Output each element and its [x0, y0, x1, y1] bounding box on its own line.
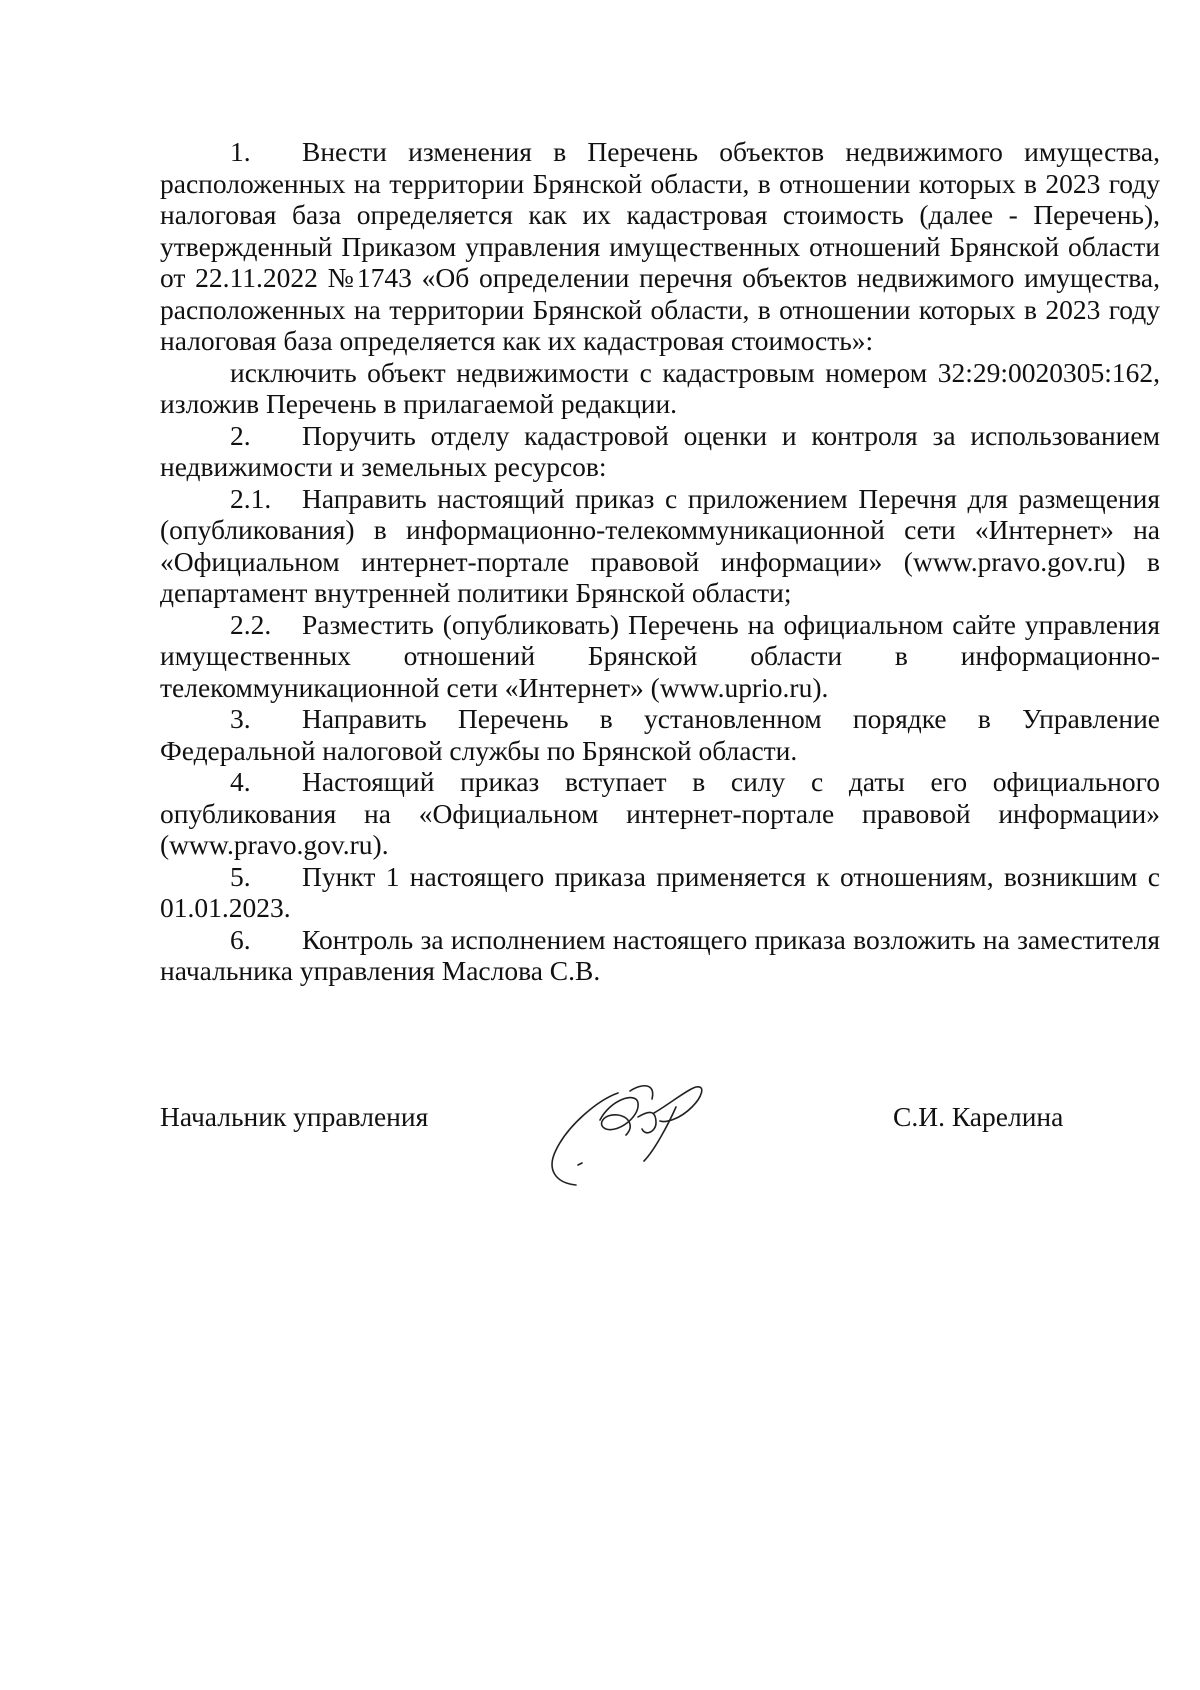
- paragraph-text: Направить Перечень в установленном порядке в Управление Федеральной налоговой службы по Брянской области.: [160, 703, 1160, 766]
- paragraph-1: [160, 136, 1160, 357]
- paragraph-number: 2.: [230, 419, 251, 451]
- paragraph-text: исключить объект недвижимости с кадастровым номером 32:29:0020305:162, изложив Перечень в прилагаемой редакции.: [160, 356, 1160, 419]
- paragraph-text: Поручить отделу кадастровой оценки и контроля за использованием недвижимости и земельных ресурсов:: [160, 419, 1160, 482]
- paragraph-number: 4.: [230, 766, 251, 797]
- paragraph-2: [160, 420, 1160, 483]
- paragraph-2-1: [160, 483, 1160, 609]
- signatory-title: Начальник управления: [160, 1101, 429, 1132]
- document-body: [160, 136, 1160, 987]
- paragraph-6: [160, 924, 1160, 987]
- paragraph-number: 3.: [230, 703, 251, 734]
- paragraph-text: Контроль за исполнением настоящего приказа возложить на заместителя начальника управления Маслова С.В.: [160, 923, 1160, 986]
- paragraph-text: Внести изменения в Перечень объектов недвижимого имущества, расположенных на территории Брянской области, в отношении которых в 2023 году налоговая база определяется как их кадастровая стоимость (далее - Перечень), утвержденный Приказом управления имущественных отношений Брянской области от 22.11.2022 №1743 «Об определении перечня объектов недвижимого имущества, расположенных на территории Брянской области, в отношении которых в 2023 году налоговая база определяется как их кадастровая стоимость»:: [160, 136, 1160, 356]
- paragraph-5: [160, 861, 1160, 924]
- paragraph-1-item: [160, 357, 1160, 420]
- handwritten-signature-icon: [538, 1065, 738, 1195]
- paragraph-3: [160, 703, 1160, 766]
- paragraph-text: Пункт 1 настоящего приказа применяется к отношениям, возникшим с 01.01.2023.: [160, 860, 1160, 923]
- paragraph-number: 2.2.: [230, 608, 272, 640]
- paragraph-text: Настоящий приказ вступает в силу с даты его официального опубликования на «Официальном интернет-портале правовой информации» (www.pravo.gov.ru).: [160, 766, 1160, 860]
- paragraph-4: [160, 766, 1160, 861]
- paragraph-number: 6.: [230, 923, 251, 955]
- paragraph-text: Направить настоящий приказ с приложением Перечня для размещения (опубликования) в информационно-телекоммуникационной сети «Интернет» на «Официальном интернет-портале правовой информации» (www.pravo.gov.ru) в департамент внутренней политики Брянской области;: [160, 482, 1160, 608]
- paragraph-number: 2.1.: [230, 482, 272, 514]
- paragraph-2-2: [160, 609, 1160, 704]
- signatory-name: С.И. Карелина: [893, 1101, 1064, 1132]
- paragraph-text: Разместить (опубликовать) Перечень на официальном сайте управления имущественных отношений Брянской области в информационно-телекоммуникационной сети «Интернет» (www.uprio.ru).: [160, 608, 1160, 703]
- paragraph-number: 5.: [230, 860, 251, 892]
- paragraph-number: 1.: [230, 136, 251, 167]
